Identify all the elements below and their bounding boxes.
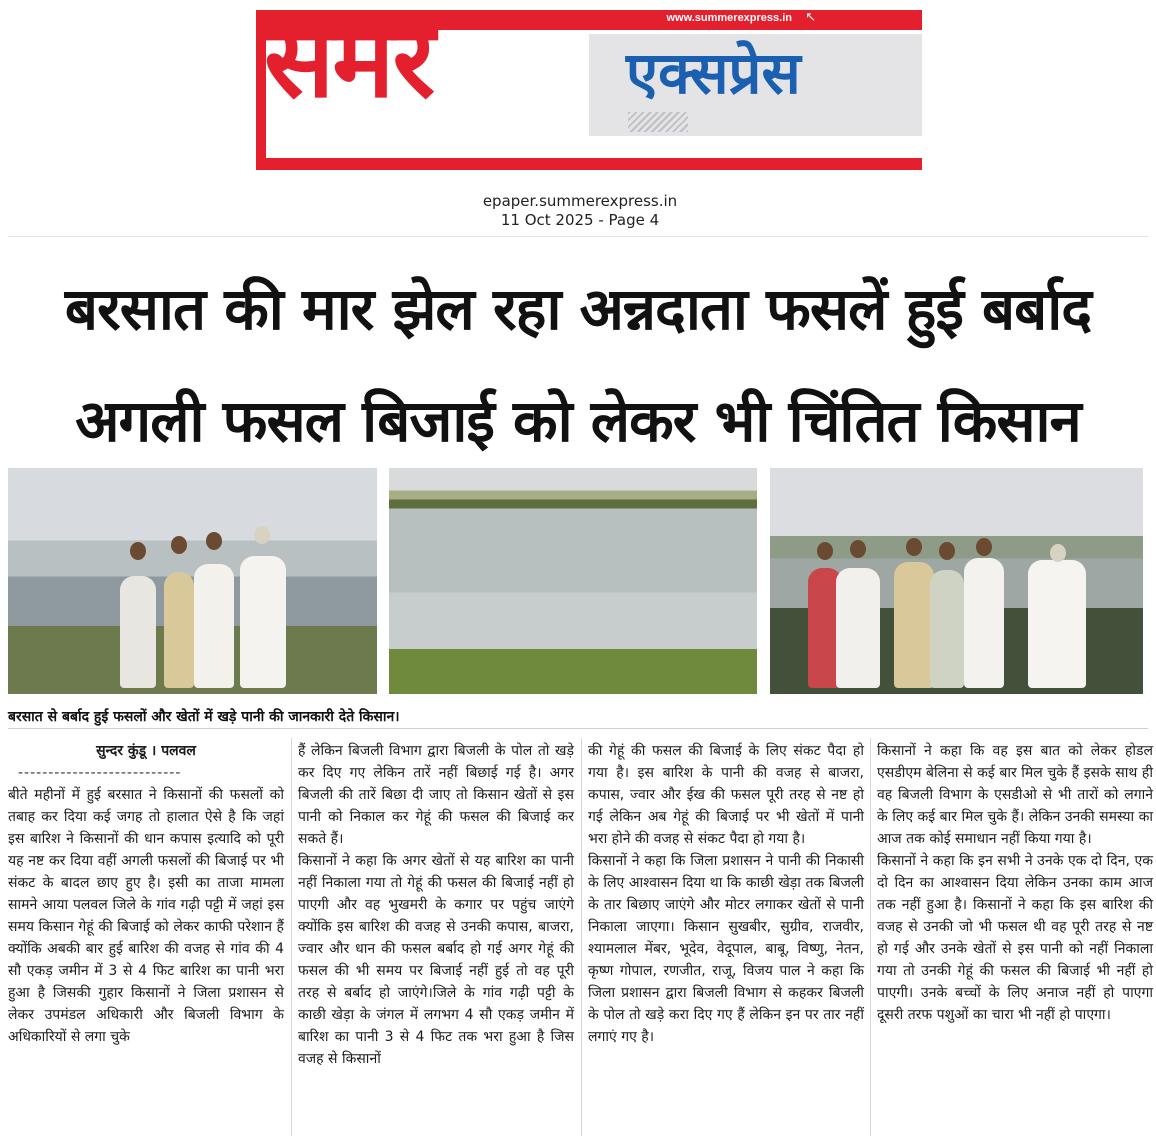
article-paragraph: किसानों ने कहा कि जिला प्रशासन ने पानी की निकासी के लिए आश्वासन दिया था कि काछी खेड़ा तक बिजली के तार बिछाए जाएंगे और मोटर लगाकर खेतों से पानी निकाला जाएगा। किसान सुखबीर, सुग्रीव, राजवीर, श्यामलाल मेंबर, भूदेव, वेदूपाल, बाबू, विष्णु, नेतन, कृष्ण गोपाल, रणजीत, राजू, विजय पाल ने कहा कि जिला प्रशासन द्वारा बिजली विभाग से कहकर बिजली के पोल तो खड़े करा दिए गए हैं लेकिन इन पर तार नहीं लगाएं गए है। <box>588 853 864 1045</box>
masthead-title-samar: समर <box>264 0 434 121</box>
headline-line-1: बरसात की मार झेल रहा अन्नदाता फसलें हुई बर्बाद <box>64 275 1092 343</box>
article-paragraph: किसानों ने कहा कि अगर खेतों से यह बारिश का पानी नहीं निकाला गया तो गेहूं की फसल की बिजाई नहीं हो पाएगी और वह भुखमरी के कगार पर पहुंच जाएंगे क्योंकि इस बारिश की वजह से उनकी कपास, बाजरा, ज्वार और धान की फसल बर्बाद हो गई अगर गेहूं की फसल की भी समय पर बिजाई नहीं हुई तो वह पूरी तरह से बर्बाद हो जाएंगे।जिले के गांव गढ़ी पट्टी के काछी खेड़ा के जंगल में लगभग 4 सौ एकड़ जमीन में बारिश का पानी 3 से 4 फिट तक भरा हुआ है जिस वजह से किसानों <box>298 853 574 1067</box>
article-column-4 <box>877 740 1153 1026</box>
person-turban <box>1050 544 1066 562</box>
person-figure <box>894 562 934 688</box>
article-paragraph: की गेहूं की फसल की बिजाई के लिए संकट पैदा हो गया है। इस बारिश के पानी की वजह से बाजरा, कपास, ज्वार और ईख की फसल पूरी तरह से नष्ट हो गई लेकिन अब गेहूं की बिजाई पर भी खेतों में पानी भरा होने की वजह से संकट पैदा हो गया है। <box>588 743 864 847</box>
byline: सुन्दर कुंडू । पलवल <box>96 743 196 759</box>
person-figure <box>120 576 156 688</box>
person-head <box>130 542 146 560</box>
photo-caption: बरसात से बर्बाद हुई फसलों और खेतों में खड़े पानी की जानकारी देते किसान। <box>8 709 400 725</box>
byline-dashes: --------------------------- <box>18 765 182 781</box>
person-head <box>206 532 222 550</box>
person-figure <box>930 570 964 688</box>
article-paragraph: बीते महीनों में हुई बरसात ने किसानों की फसलों को तबाह कर दिया कई जगह तो हालात ऐसे है कि जहां इस बारिश ने किसानों की धान कपास इत्यादि को पूरी यह नष्ट कर दिया वहीं अगली फसलों की बिजाई पर भी संकट के बादल छाए हुए है। इसी का ताजा मामला सामने आया पलवल जिले के गांव गढ़ी पट्टी में जहां इस समय किसान गेहूं की बिजाई को लेकर काफी परेशान हैं क्योंकि अबकी बार हुई बारिश की वजह से गांव की 4 सौ एकड़ जमीन में 3 से 4 फिट बारिश का पानी भरा हुआ है जिसकी गुहार किसानों ने जिला प्रशासन से लेकर उपमंडल अधिकारी और बिजली विभाग के अधिकारियों से लगा चुके <box>8 787 284 1045</box>
article-paragraph: हैं लेकिन बिजली विभाग द्वारा बिजली के पोल तो खड़े कर दिए गए लेकिन तारें नहीं बिछाई गई है। अगर बिजली की तारें बिछा दी जाए तो किसान खेतों से इस पानी को निकाल कर गेहूं की फसल की बिजाई कर सकते हैं। <box>298 743 574 847</box>
headline-line-2: अगली फसल बिजाई को लेकर भी चिंतित किसान <box>75 387 1081 455</box>
article-column-2 <box>298 740 574 1070</box>
article-column-1 <box>8 740 284 1048</box>
photo-farmers-field-1 <box>8 468 377 694</box>
masthead-url[interactable]: www.summerexpress.in <box>666 12 792 24</box>
person-head <box>817 542 833 560</box>
person-head <box>939 542 955 560</box>
person-head <box>171 536 187 554</box>
column-divider <box>870 738 871 1136</box>
person-head <box>850 540 866 558</box>
edition-site[interactable]: epaper.summerexpress.in <box>482 192 678 210</box>
photo-flooded-field <box>389 468 757 694</box>
person-figure <box>240 556 286 688</box>
cursor-arrow-icon: ↖ <box>805 10 816 25</box>
divider <box>8 236 1148 237</box>
person-figure <box>1028 560 1086 688</box>
masthead-logo <box>256 0 922 170</box>
person-head <box>976 538 992 556</box>
person-figure <box>194 564 234 688</box>
column-divider <box>581 738 582 1136</box>
person-turban <box>254 526 270 544</box>
column-divider <box>291 738 292 1136</box>
edition-date-page: 11 Oct 2025 - Page 4 <box>500 211 660 229</box>
photo-farmers-field-2 <box>770 468 1143 694</box>
caption-rule <box>8 728 1148 729</box>
person-figure <box>964 558 1004 688</box>
edition-info <box>0 192 1156 230</box>
person-head <box>906 538 922 556</box>
person-figure <box>836 568 880 688</box>
article-paragraph: किसानों ने कहा कि इन सभी ने उनके एक दो दिन, एक दो दिन का आश्वासन दिया लेकिन उनका काम आज तक नहीं हुआ है। किसानों ने कहा कि इस बारिश की वजह से उनकी जो भी फसल थी वह पूरी तरह से नष्ट हो गई और उनके खेतों से इस पानी को नहीं निकाला गया तो उनकी गेहूं की फसल की बिजाई भी नहीं हो पाएगी। उनके बच्चों के लिए अनाज नहीं हो पाएगा दूसरी तरफ पशुओं का चारा भी नहीं हो पाएगा। <box>877 853 1153 1023</box>
article-paragraph: किसानों ने कहा कि वह इस बात को लेकर होडल एसडीएम बेलिना से कई बार मिल चुके हैं इसके साथ ही वह बिजली विभाग के एसडीओ से भी तारों को लगाने के लिए कई बार मिल चुके हैं। लेकिन उनकी समस्या का आज तक कोई समाधान नहीं किया गया है। <box>877 743 1153 847</box>
masthead-stripes-decoration <box>628 112 688 132</box>
person-figure <box>164 572 194 688</box>
article-column-3 <box>588 740 864 1048</box>
masthead-title-express: एक्सप्रेस <box>626 39 801 107</box>
